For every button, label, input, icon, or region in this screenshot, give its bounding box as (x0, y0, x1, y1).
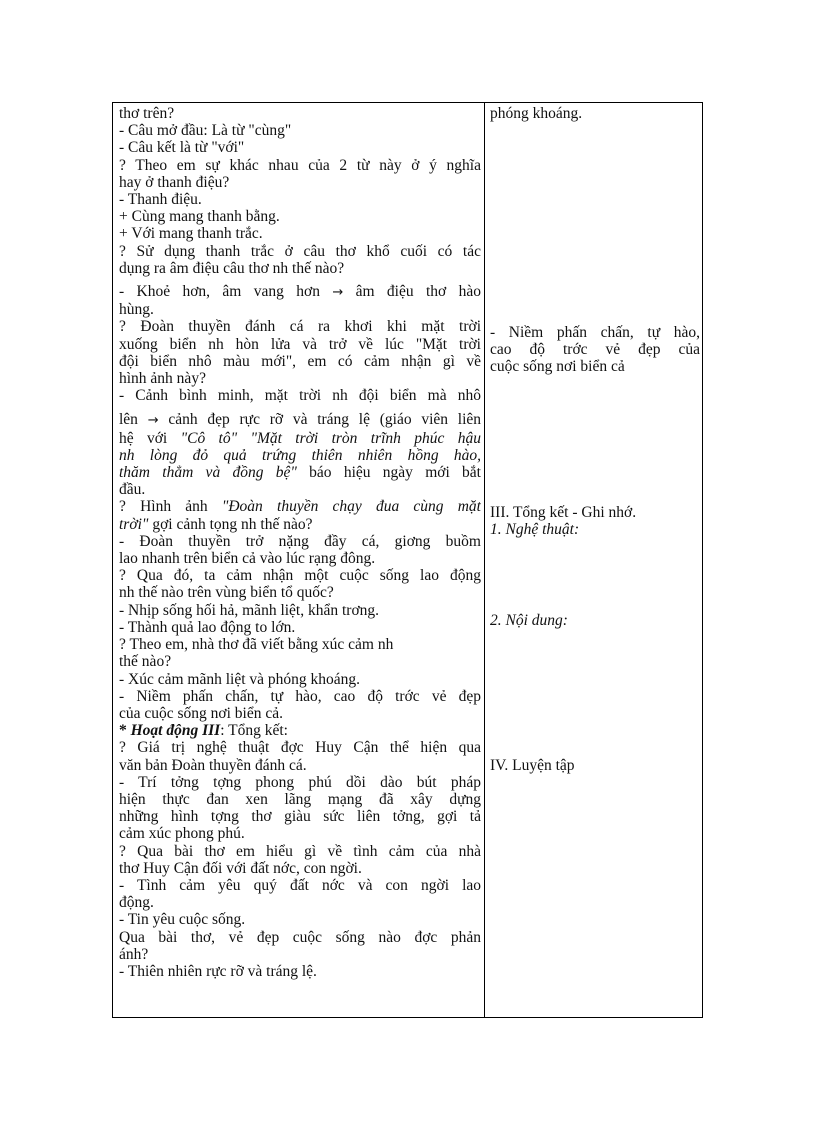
text-line (119, 430, 481, 447)
text-segment: : Tổng kết: (220, 722, 288, 740)
text-line: nh thế nào trên vùng biển tổ quốc? (119, 584, 334, 602)
bullet-star: * (119, 722, 131, 740)
arrow-icon: → (147, 413, 159, 429)
text-line: ? Qua bài thơ em hiểu gì về tình cảm của nhà (119, 842, 481, 860)
text-line: - Tình cảm yêu quý đất nớc và con ngời lao (119, 876, 481, 894)
text-line: hình ảnh này? (119, 370, 206, 388)
subsection-heading: 1. Nghệ thuật: (490, 521, 580, 538)
text-line: ? Sử dụng thanh trắc ở câu thơ khổ cuối có tác (119, 242, 481, 260)
text-line (119, 498, 481, 515)
text-line (119, 464, 481, 481)
text-segment: cảnh đẹp rực rỡ và tráng lệ (giáo viên liên (168, 411, 481, 429)
text-segment: hệ với (119, 429, 168, 447)
text-line: văn bản Đoàn thuyền đánh cá. (119, 756, 307, 774)
section-heading: Hoạt động III (130, 722, 221, 740)
text-line: dụng ra âm điệu câu thơ nh thế nào? (119, 259, 345, 277)
text-line: - Tin yêu cuộc sống. (119, 911, 246, 929)
text-line: động. (119, 894, 154, 912)
text-segment: ? Hình ảnh (119, 498, 208, 516)
text-line: đầu. (119, 481, 146, 499)
text-line: ? Đoàn thuyền đánh cá ra khơi khi mặt trời (119, 318, 481, 336)
text-line: - Niềm phấn chấn, tự hào, (490, 324, 700, 341)
text-line: - Trí tởng tợng phong phú dồi dào bút pháp (119, 773, 481, 791)
text-line: hay ở thanh điệu? (119, 173, 230, 191)
text-line: ? Qua đó, ta cảm nhận một cuộc sống lao động (119, 567, 481, 585)
arrow-icon: → (332, 285, 344, 301)
text-segment: lên (119, 411, 138, 429)
text-line: - Thành quả lao động to lớn. (119, 618, 296, 636)
text-line: cao độ trớc vẻ đẹp của (490, 341, 700, 358)
text-line: - Câu mở đầu: Là từ "cùng" (119, 122, 292, 140)
text-line: - Đoàn thuyền trở nặng đầy cá, giơng buồm (119, 532, 481, 550)
quote-text: trời" (119, 515, 149, 533)
text-line: - Thiên nhiên rực rỡ và tráng lệ. (119, 962, 317, 980)
text-line (119, 283, 481, 301)
text-line: phóng khoáng. (490, 105, 583, 122)
text-line: ? Giá trị nghệ thuật đợc Huy Cận thể hiện qua (119, 739, 481, 757)
text-line: - Xúc cảm mãnh liệt và phóng khoáng. (119, 670, 361, 688)
text-line: thơ trên? (119, 105, 175, 122)
text-line: lao nhanh trên biển cả vào lúc rạng đông. (119, 550, 376, 568)
quote-text: nh lòng đỏ quả trứng thiên nhiên hồng hào, (119, 446, 481, 464)
text-line: thế nào? (119, 653, 172, 671)
section-heading: IV. Luyện tập (490, 757, 575, 774)
text-line: - Cảnh bình minh, mặt trời nh đội biển mà nhô (119, 387, 481, 405)
text-line: cảm xúc phong phú. (119, 825, 245, 843)
text-segment: âm điệu thơ hào (355, 283, 481, 301)
text-line: hùng. (119, 301, 154, 319)
text-line (119, 447, 481, 464)
text-segment: gợi cảnh tọng nh thế nào? (152, 515, 313, 533)
text-line: những hình tợng thơ giàu sức liên tởng, gợi tả (119, 808, 481, 826)
quote-text: "Đoàn thuyền chạy đua cùng mặt (221, 498, 481, 516)
quote-text: thăm thẳm và đồng bệ" (119, 464, 297, 482)
text-segment: báo hiệu ngày mới bắt (309, 464, 481, 482)
text-line: Qua bài thơ, vẻ đẹp cuộc sống nào đợc phản (119, 928, 481, 946)
text-line: đội biển nhô màu mới", em có cảm nhận gì về (119, 352, 481, 370)
text-line: - Câu kết là từ "với" (119, 139, 245, 157)
text-line: ? Theo em sự khác nhau của 2 từ này ở ý nghĩa (119, 156, 481, 174)
text-line (119, 722, 481, 739)
column-divider (484, 103, 485, 1017)
subsection-heading: 2. Nội dung: (490, 612, 568, 629)
text-line (119, 516, 481, 533)
left-column (119, 105, 481, 1015)
text-line: cuộc sống nơi biển cả (490, 358, 625, 375)
text-line: xuống biển nh hòn lửa và trở về lúc "Mặt trời (119, 335, 481, 353)
lesson-table (112, 102, 703, 1018)
text-line: thơ Huy Cận đối với đất nớc, con ngời. (119, 859, 362, 877)
text-line: của cuộc sống nơi biển cả. (119, 704, 283, 722)
quote-text: "Cô tô" "Mặt trời tròn trĩnh phúc hậu (180, 429, 481, 447)
text-line: - Nhịp sống hối hả, mãnh liệt, khẩn trơng. (119, 601, 380, 619)
section-heading: III. Tổng kết - Ghi nhớ. (490, 504, 637, 521)
text-line: hiện thực đan xen lãng mạng đã xây dựng (119, 790, 481, 808)
text-segment: - Khoẻ hơn, âm vang hơn (119, 283, 320, 301)
text-line: ánh? (119, 945, 149, 963)
text-line (119, 411, 481, 429)
text-line: - Thanh điệu. (119, 191, 202, 209)
text-line: + Cùng mang thanh bằng. (119, 208, 280, 226)
text-line: ? Theo em, nhà thơ đã viết bằng xúc cảm nh (119, 636, 394, 654)
right-column (490, 105, 700, 1015)
text-line: - Niềm phấn chấn, tự hào, cao độ trớc vẻ đẹp (119, 687, 481, 705)
text-line: + Với mang thanh trắc. (119, 225, 263, 243)
